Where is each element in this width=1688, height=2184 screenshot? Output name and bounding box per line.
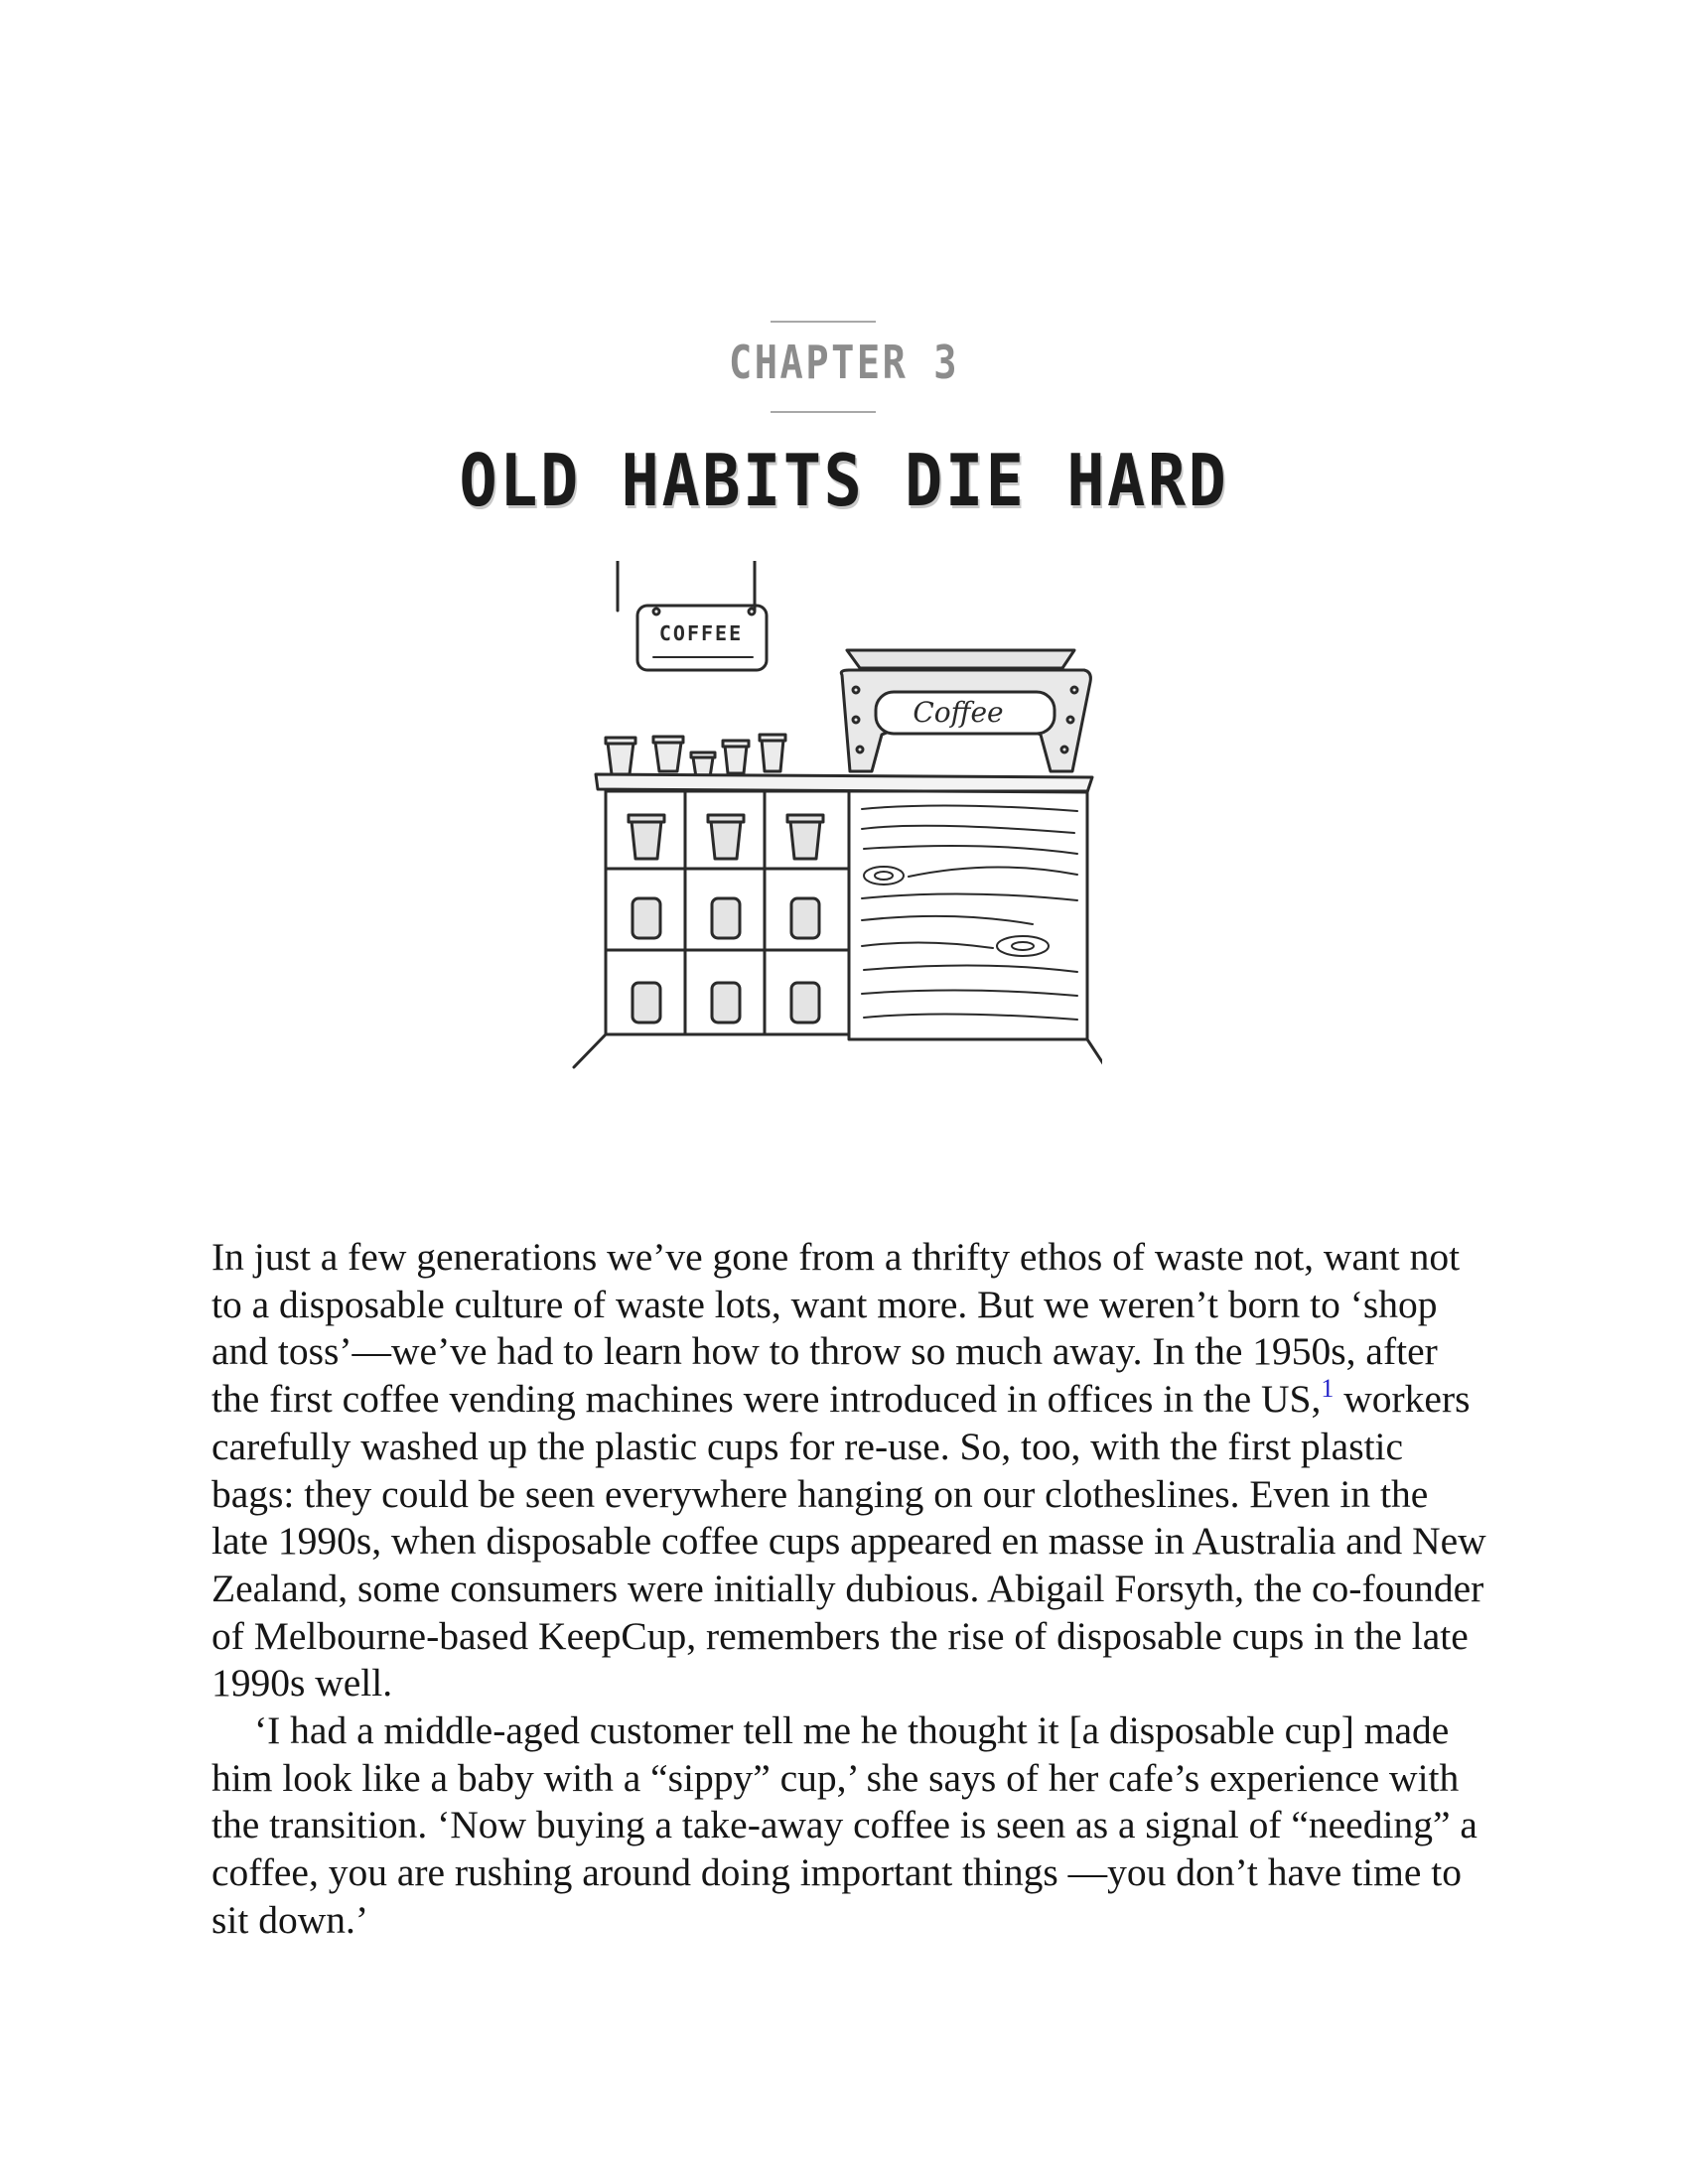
chapter-rule-bottom: [771, 411, 876, 413]
sign-text: COFFEE: [658, 621, 744, 645]
coffee-counter-illustration: [566, 561, 1102, 1107]
footnote-link[interactable]: 1: [1321, 1374, 1335, 1404]
wood-grain: [862, 805, 1077, 1020]
paragraph-1-part-2: workers carefully washed up the plastic cups for re-use. So, too, with the first plastic bags: they could be seen everywhere hanging on our clotheslines. Even in the late 1990s, when disposable coffee cups appeared en masse in Australia and New Zealand, some consumers were initially dubious. Abigail Forsyth, the co-founder of Melbourne-based KeepCup, remembers the rise of disposable cups in the late 1990s well.: [211, 1377, 1486, 1706]
chapter-rule-top: [771, 321, 876, 323]
paragraph-2: ‘I had a middle-aged customer tell me he thought it [a disposable cup] made him look like a baby with a “sippy” cup,’ she says of her cafe’s experience with the transition. ‘Now buying a take-away coffee is seen as a signal of “needing” a coffee, you are rushing around doing important things —you don’t have time to sit down.’: [211, 1708, 1477, 1942]
body-text: [211, 1234, 1492, 1945]
paragraph-1: [211, 1234, 1492, 1707]
chapter-label: CHAPTER 3: [728, 336, 960, 389]
coffee-machine: [841, 650, 1090, 771]
counter-top-cups: [606, 735, 785, 777]
coffee-sign: [618, 561, 767, 670]
paragraph-1-part-1: In just a few generations we’ve gone from a thrifty ethos of waste not, want not to a disposable culture of waste lots, want more. But we weren’t born to ‘shop and toss’—we’ve had to learn how to throw so much away. In the 1950s, after the first coffee vending machines were introduced in offices in the US,: [211, 1235, 1461, 1422]
shelf-cups: [629, 815, 823, 1023]
chapter-title: OLD HABITS DIE HARD: [459, 439, 1229, 522]
machine-text: Coffee: [913, 696, 1004, 729]
